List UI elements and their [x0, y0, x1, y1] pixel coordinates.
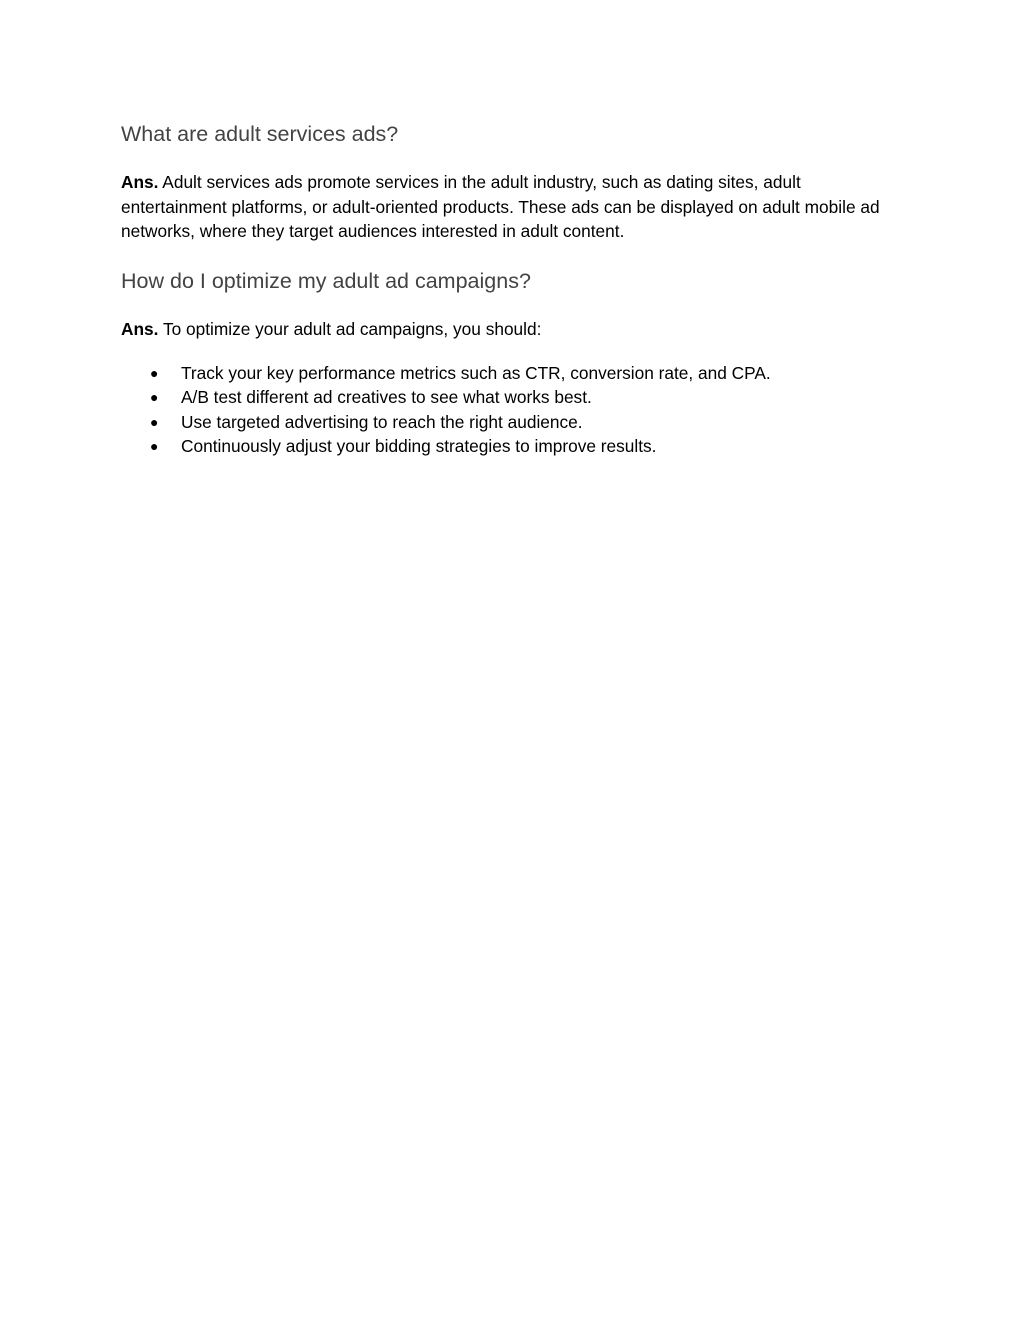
- bullet-icon: ●: [150, 437, 159, 454]
- list-item-text: Continuously adjust your bidding strategies to improve results.: [181, 435, 657, 456]
- bullet-icon: ●: [150, 365, 159, 381]
- answer-text: To optimize your adult ad campaigns, you should:: [158, 318, 542, 339]
- list-item: [121, 410, 911, 434]
- list-item-text: Use targeted advertising to reach the right audience.: [181, 411, 583, 432]
- answer-label: Ans.: [121, 318, 159, 339]
- answer-text: Adult services ads promote services in the adult industry, such as dating sites, adult entertainment platforms, or adult-oriented products. These ads can be displayed on adult mobile ad networks, where they target audiences interested in adult content.: [121, 172, 880, 241]
- bullet-icon: ●: [150, 389, 159, 406]
- faq-answer-adult-services-ads: [121, 170, 911, 244]
- faq-question-optimize-campaigns: How do I optimize my adult ad campaigns?: [121, 268, 531, 293]
- list-item: [121, 385, 911, 409]
- optimization-tips-list: [121, 361, 911, 458]
- bullet-icon: ●: [150, 413, 159, 430]
- list-item-text: Track your key performance metrics such as CTR, conversion rate, and CPA.: [181, 363, 771, 383]
- document-body: [121, 118, 911, 458]
- list-item-text: A/B test different ad creatives to see what works best.: [181, 387, 592, 408]
- answer-label: Ans.: [121, 172, 159, 192]
- faq-question-adult-services-ads: What are adult services ads?: [121, 122, 399, 146]
- list-item: [121, 361, 911, 385]
- faq-answer-optimize-campaigns: [121, 317, 911, 342]
- list-item: [121, 434, 911, 458]
